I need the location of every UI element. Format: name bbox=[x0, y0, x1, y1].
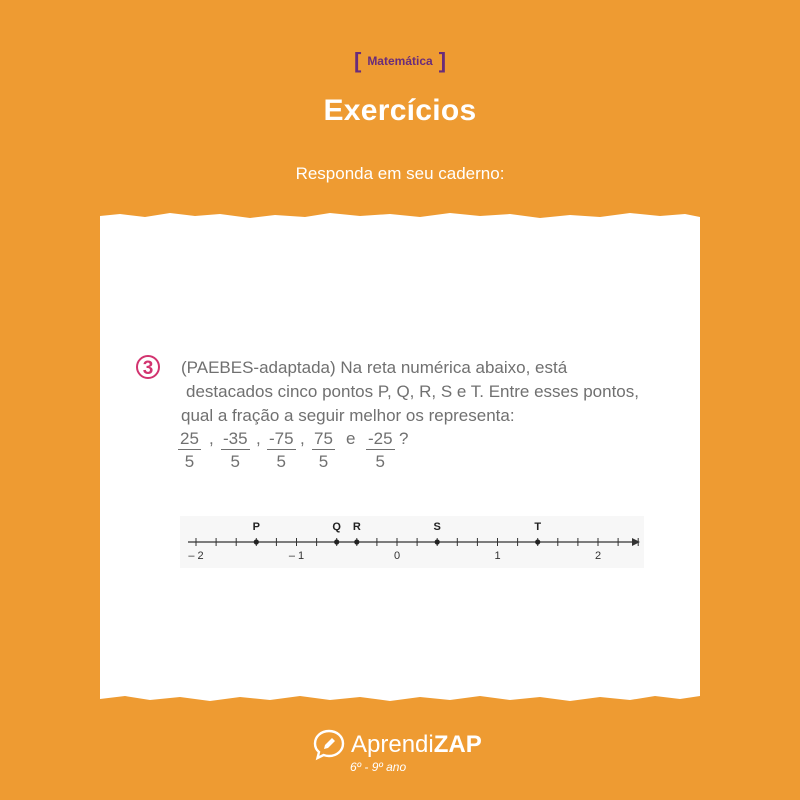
point-label: T bbox=[534, 521, 542, 533]
fraction: $\frac{-35}{5}$ bbox=[223, 429, 248, 471]
point-label: S bbox=[433, 521, 441, 533]
number-line bbox=[180, 516, 644, 568]
fraction-connector: e bbox=[346, 429, 356, 448]
point-label: Q bbox=[332, 521, 341, 533]
brand-logo-text bbox=[351, 731, 482, 759]
axis-label: 0 bbox=[393, 550, 401, 562]
question-mark: ? bbox=[399, 429, 409, 448]
point-marker bbox=[435, 539, 440, 544]
fraction: $\frac{-25}{5}$ bbox=[368, 429, 393, 471]
brand-name-bold: ZAP bbox=[433, 731, 482, 758]
bracket-open: [ bbox=[353, 48, 362, 73]
fraction: $\frac{25}{5}$ bbox=[180, 429, 199, 471]
chat-pencil-icon bbox=[312, 728, 346, 762]
subject-label: Matemática bbox=[367, 54, 433, 68]
point-marker bbox=[354, 539, 359, 544]
point-marker bbox=[254, 539, 259, 544]
question-line-1: (PAEBES-adaptada) Na reta numérica abaixo, está bbox=[181, 358, 568, 377]
axis-label: 2 bbox=[594, 550, 602, 562]
point-marker bbox=[334, 539, 339, 544]
page-title: Exercícios bbox=[323, 94, 477, 127]
fraction-separator: , bbox=[300, 429, 305, 448]
instruction-text: Responda em seu caderno: bbox=[295, 164, 505, 183]
question-line-2: destacados cinco pontos P, Q, R, S e T. Entre esses pontos, bbox=[186, 382, 639, 401]
number-line-figure bbox=[180, 516, 644, 568]
fraction: $\frac{75}{5}$ bbox=[314, 429, 333, 471]
fraction-separator: , bbox=[209, 429, 214, 448]
axis-label: – 1 bbox=[288, 550, 305, 562]
point-marker bbox=[535, 539, 540, 544]
fraction: $\frac{-75}{5}$ bbox=[269, 429, 294, 471]
question-line-3: qual a fração a seguir melhor os representa: bbox=[181, 406, 515, 425]
axis-label: – 2 bbox=[188, 550, 204, 562]
subject-tag bbox=[0, 48, 800, 74]
grade-range: 6º - 9º ano bbox=[350, 760, 407, 774]
point-label: P bbox=[252, 521, 260, 533]
point-label: R bbox=[352, 521, 361, 533]
brand-name-regular: Aprendi bbox=[351, 731, 434, 758]
axis-arrowhead bbox=[632, 538, 640, 546]
question-text bbox=[181, 356, 691, 428]
fraction-separator: , bbox=[256, 429, 261, 448]
axis-label: 1 bbox=[494, 550, 501, 562]
bracket-close: ] bbox=[438, 48, 447, 73]
question-number-badge: 3 bbox=[136, 355, 160, 379]
